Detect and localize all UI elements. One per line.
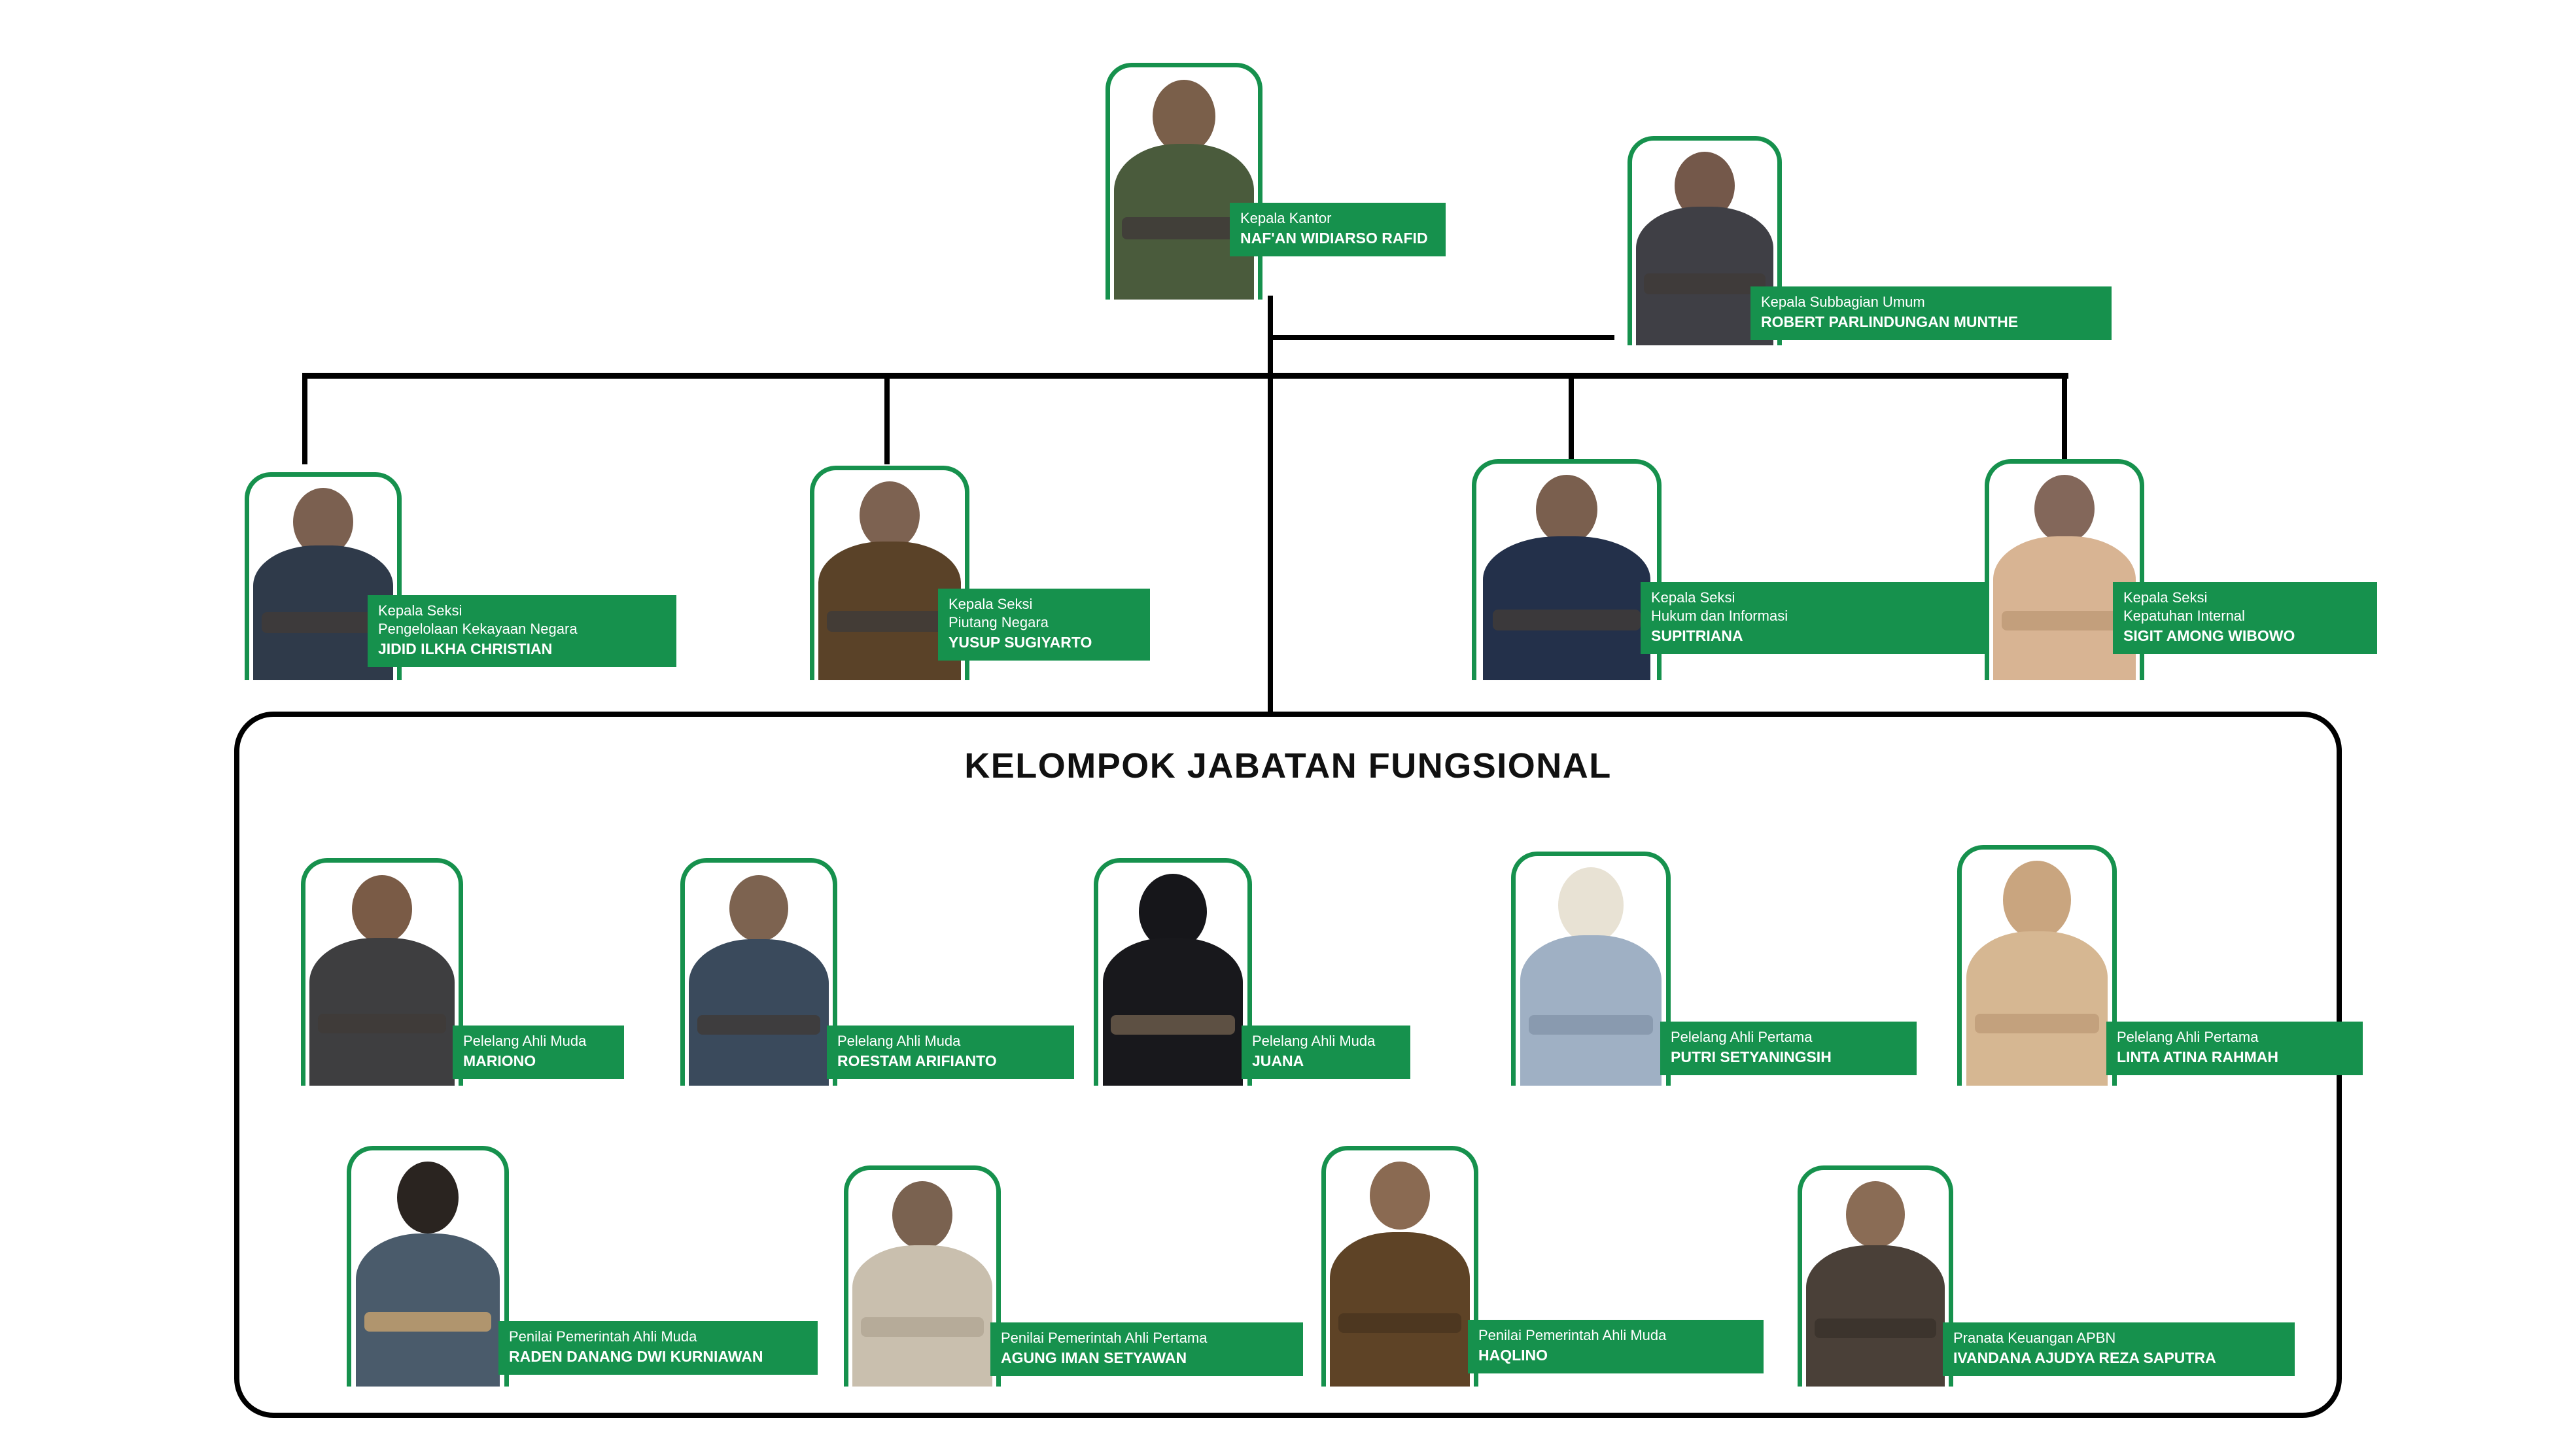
name-text: JIDID ILKHA CHRISTIAN	[378, 640, 553, 658]
node-fungsional-juana[interactable]	[1094, 850, 1434, 1086]
connector-drop-section-1	[302, 373, 307, 464]
name-text: YUSUP SUGIYARTO	[949, 634, 1092, 651]
label-fungsional-agung-iman-setyawan	[990, 1322, 1303, 1376]
name-text: AGUNG IMAN SETYAWAN	[1001, 1349, 1187, 1367]
label-fungsional-roestam-arifianto	[827, 1026, 1074, 1079]
role-text-2: Kepatuhan Internal	[2123, 608, 2245, 625]
photo-portrait-roestam-arifianto	[680, 858, 837, 1086]
kelompok-jabatan-fungsional-title: KELOMPOK JABATAN FUNGSIONAL	[964, 746, 1612, 785]
name-text: NAF'AN WIDIARSO RAFID	[1240, 230, 1428, 247]
node-fungsional-ivandana-ajudya-reza-saputra[interactable]	[1798, 1158, 2295, 1387]
name-text: LINTA ATINA RAHMAH	[2117, 1048, 2278, 1066]
node-seksi-pengelolaan-kekayaan-negara[interactable]	[245, 464, 676, 680]
node-seksi-piutang-negara[interactable]	[810, 458, 1150, 680]
name-text: HAQLINO	[1478, 1347, 1548, 1364]
role-text: Penilai Pemerintah Ahli Muda	[509, 1328, 697, 1345]
role-text: Kepala Subbagian Umum	[1761, 294, 1925, 310]
node-fungsional-raden-danang-dwi-kurniawan[interactable]	[347, 1138, 818, 1387]
role-text: Kepala Seksi	[949, 596, 1033, 612]
photo-portrait-linta-atina-rahmah	[1957, 845, 2117, 1086]
photo-portrait-raden-danang-dwi-kurniawan	[347, 1146, 509, 1387]
role-text: Pelelang Ahli Muda	[463, 1033, 587, 1049]
name-text: ROBERT PARLINDUNGAN MUNTHE	[1761, 313, 2019, 331]
label-fungsional-juana	[1242, 1026, 1410, 1079]
role-text: Pranata Keuangan APBN	[1953, 1330, 2116, 1346]
label-seksi-hukum-dan-informasi	[1641, 582, 2023, 654]
role-text: Penilai Pemerintah Ahli Muda	[1478, 1327, 1667, 1343]
name-text: RADEN DANANG DWI KURNIAWAN	[509, 1348, 763, 1366]
name-text: PUTRI SETYANINGSIH	[1671, 1048, 1832, 1066]
label-fungsional-linta-atina-rahmah	[2106, 1022, 2363, 1075]
role-text-2: Hukum dan Informasi	[1651, 608, 1788, 625]
label-seksi-kepatuhan-internal	[2113, 582, 2377, 654]
role-text: Pelelang Ahli Pertama	[2117, 1029, 2259, 1045]
photo-portrait-head-office	[1105, 63, 1262, 300]
node-fungsional-haqlino[interactable]	[1321, 1138, 1753, 1387]
name-text: ROESTAM ARIFIANTO	[837, 1052, 997, 1070]
role-text: Kepala Kantor	[1240, 210, 1332, 226]
node-kepala-kantor[interactable]	[1105, 51, 1446, 300]
label-fungsional-putri-setyaningsih	[1660, 1022, 1917, 1075]
node-seksi-hukum-dan-informasi[interactable]	[1472, 451, 1864, 680]
node-fungsional-agung-iman-setyawan[interactable]	[844, 1158, 1302, 1387]
connector-drop-section-2	[884, 373, 890, 464]
label-seksi-piutang-negara	[938, 589, 1150, 661]
connector-to-subbagian-umum	[1268, 335, 1614, 340]
connector-horizontal-sections	[302, 373, 2068, 379]
role-text: Pelelang Ahli Muda	[1252, 1033, 1376, 1049]
node-fungsional-mariono[interactable]	[301, 850, 648, 1086]
node-fungsional-putri-setyaningsih[interactable]	[1511, 844, 1917, 1086]
photo-portrait-agung-iman-setyawan	[844, 1165, 1001, 1387]
label-seksi-pengelolaan-kekayaan-negara	[368, 595, 676, 667]
role-text: Pelelang Ahli Muda	[837, 1033, 961, 1049]
photo-portrait-ivandana-ajudya-reza-saputra	[1798, 1165, 1953, 1387]
role-text-2: Pengelolaan Kekayaan Negara	[378, 621, 578, 638]
role-text-2: Piutang Negara	[949, 614, 1049, 631]
role-text: Kepala Seksi	[1651, 589, 1735, 606]
label-fungsional-mariono	[453, 1026, 624, 1079]
role-text: Kepala Seksi	[378, 602, 462, 619]
name-text: SUPITRIANA	[1651, 627, 1743, 645]
connector-vertical-main	[1268, 296, 1273, 721]
name-text: JUANA	[1252, 1052, 1304, 1070]
label-fungsional-haqlino	[1468, 1320, 1764, 1373]
node-kepala-subbagian-umum[interactable]	[1614, 124, 2112, 353]
name-text: IVANDANA AJUDYA REZA SAPUTRA	[1953, 1349, 2216, 1367]
role-text: Penilai Pemerintah Ahli Pertama	[1001, 1330, 1208, 1346]
photo-portrait-putri-setyaningsih	[1511, 852, 1671, 1086]
label-kepala-kantor	[1230, 203, 1446, 256]
role-text: Kepala Seksi	[2123, 589, 2208, 606]
label-fungsional-ivandana-ajudya-reza-saputra	[1943, 1322, 2295, 1376]
node-seksi-kepatuhan-internal[interactable]	[1985, 451, 2377, 680]
photo-portrait-juana	[1094, 858, 1252, 1086]
photo-portrait-haqlino	[1321, 1146, 1478, 1387]
node-fungsional-linta-atina-rahmah[interactable]	[1957, 837, 2363, 1086]
connector-drop-section-3	[1569, 373, 1574, 464]
connector-drop-section-4	[2062, 373, 2067, 464]
name-text: MARIONO	[463, 1052, 536, 1070]
label-kepala-subbagian-umum	[1750, 286, 2112, 340]
node-fungsional-roestam-arifianto[interactable]	[680, 850, 1086, 1086]
photo-portrait-seksi-hukum	[1472, 459, 1662, 680]
label-fungsional-raden-danang-dwi-kurniawan	[498, 1321, 818, 1375]
name-text: SIGIT AMONG WIBOWO	[2123, 627, 2295, 645]
photo-portrait-mariono	[301, 858, 463, 1086]
role-text: Pelelang Ahli Pertama	[1671, 1029, 1813, 1045]
